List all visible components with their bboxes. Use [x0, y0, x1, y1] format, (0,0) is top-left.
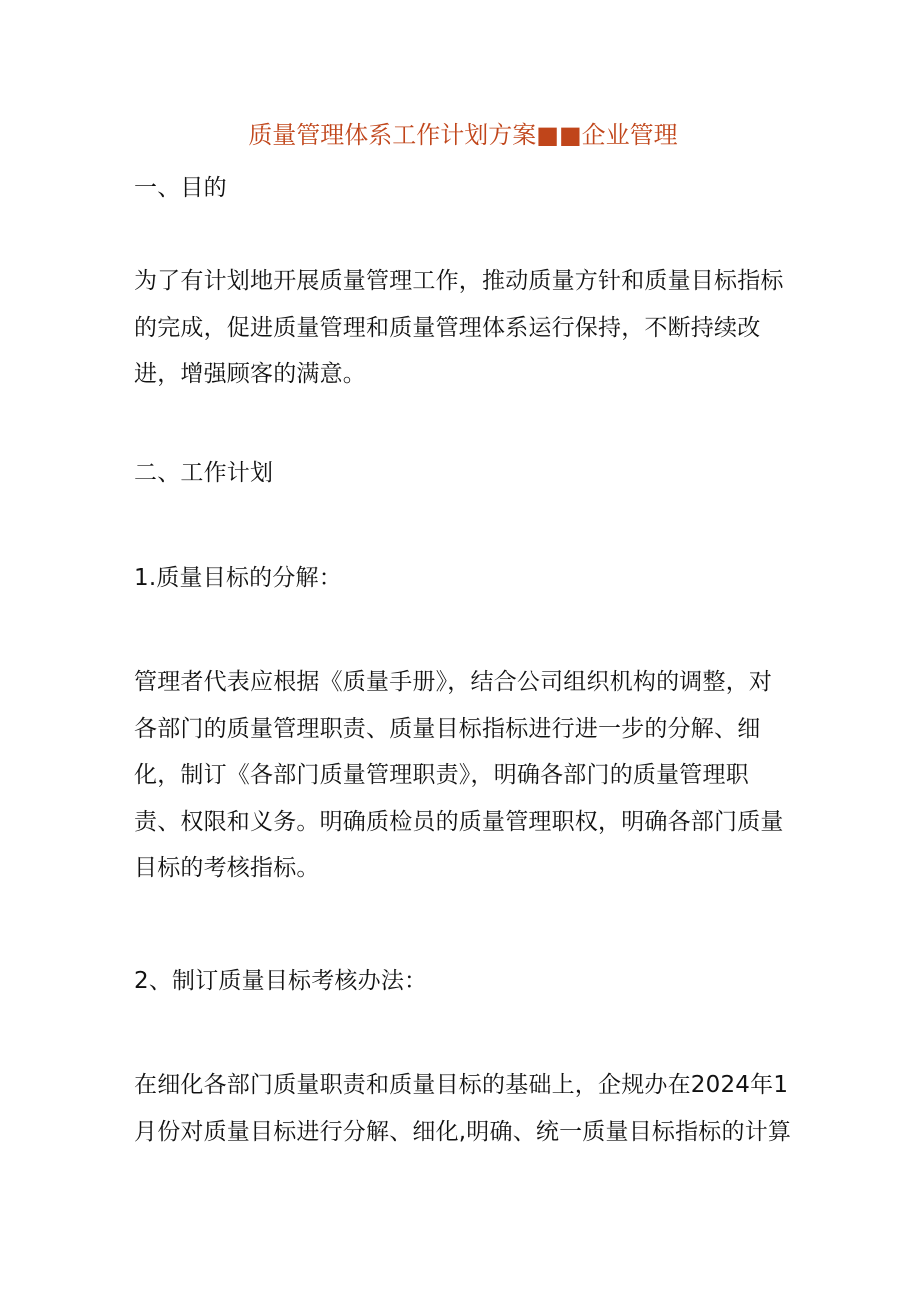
paragraph-line: 为了有计划地开展质量管理工作，推动质量方针和质量目标指标	[134, 268, 784, 294]
paragraph-line: 责、权限和义务。明确质检员的质量管理职权，明确各部门质量	[134, 808, 784, 835]
paragraph-line: 的完成，促进质量管理和质量管理体系运行保持，不断持续改	[134, 314, 761, 341]
section-heading-purpose: 一、目的	[134, 175, 227, 201]
paragraph-line: 化，制订《各部门质量管理职责》，明确各部门的质量管理职	[134, 762, 749, 788]
section-heading-work-plan: 二、工作计划	[134, 460, 274, 486]
paragraph-line: 在细化各部门质量职责和质量目标的基础上，企规办在2024年1	[134, 1072, 789, 1098]
assessment-method-paragraph	[134, 1062, 794, 1155]
document-title: 质量管理体系工作计划方案■■企业管理	[248, 121, 678, 149]
item-heading-assessment-method: 2、制订质量目标考核办法：	[134, 968, 428, 994]
paragraph-line: 月份对质量目标进行分解、细化,明确、统一质量目标指标的计算	[134, 1118, 792, 1145]
paragraph-line: 目标的考核指标。	[134, 855, 320, 881]
paragraph-line: 进，增强顾客的满意。	[134, 361, 366, 387]
goal-breakdown-paragraph	[134, 659, 794, 892]
paragraph-line: 管理者代表应根据《质量手册》，结合公司组织机构的调整，对	[134, 669, 773, 695]
paragraph-line: 各部门的质量管理职责、质量目标指标进行进一步的分解、细	[134, 715, 761, 742]
purpose-paragraph	[134, 258, 794, 398]
item-heading-goal-breakdown: 1.质量目标的分解：	[134, 565, 342, 591]
